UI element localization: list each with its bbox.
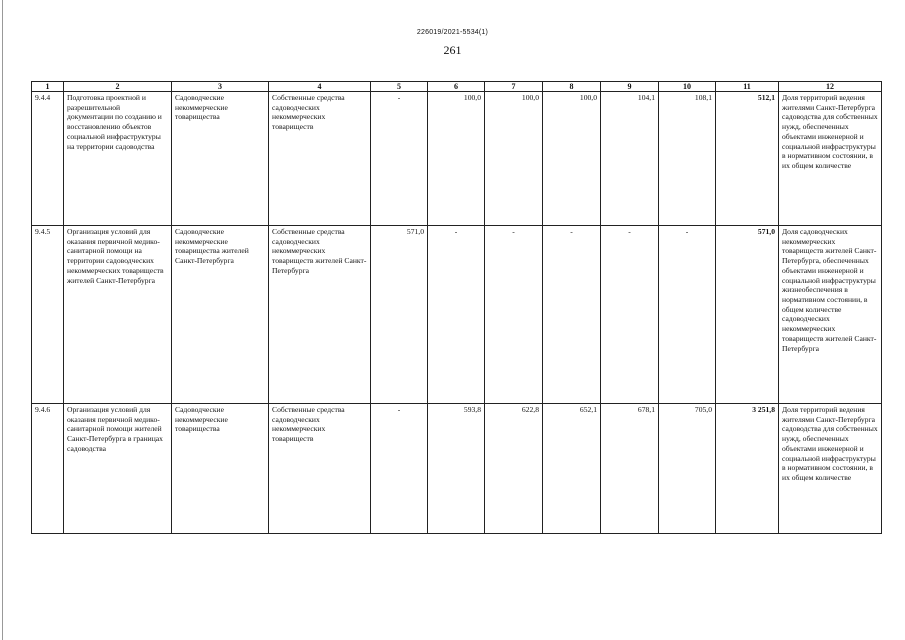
activity-name: Организация условий для оказания первичной медико-санитарной помощи жителей Санкт-Петербурга в границах садоводства (64, 404, 172, 534)
item-number: 9.4.5 (32, 226, 64, 404)
column-header: 11 (716, 82, 779, 92)
funding-source: Собственные средства садоводческих некоммерческих товариществ (269, 404, 371, 534)
activity-name: Подготовка проектной и разрешительной документации по созданию и восстановлению объектов социальной инфраструктуры на территории садоводства (64, 92, 172, 226)
value-col10: 705,0 (659, 404, 716, 534)
value-col8: 100,0 (543, 92, 601, 226)
value-col8: 652,1 (543, 404, 601, 534)
indicator: Доля территорий ведения жителями Санкт-Петербурга садоводства для собственных нужд, обеспеченных объектами инженерной и социальной инфраструктуры в нормативном состоянии, в их общем количестве (779, 92, 882, 226)
column-header: 2 (64, 82, 172, 92)
scan-edge-line (2, 0, 3, 640)
document-code: 226019/2021-5534(1) (416, 29, 489, 36)
indicator: Доля садоводческих некоммерческих товариществ жителей Санкт-Петербурга, обеспеченных объектами инженерной и социальной инфраструктуры жизнеобеспечения в нормативном состоянии, в общем количестве садоводческих некоммерческих товариществ жителей Санкт-Петербурга (779, 226, 882, 404)
value-col6: - (428, 226, 485, 404)
program-table (31, 81, 882, 534)
value-col9: - (601, 226, 659, 404)
column-header: 5 (371, 82, 428, 92)
page-number: 261 (443, 43, 462, 57)
column-header: 4 (269, 82, 371, 92)
column-header: 8 (543, 82, 601, 92)
value-col5: 571,0 (371, 226, 428, 404)
table-row (32, 404, 882, 534)
value-col6: 593,8 (428, 404, 485, 534)
item-number: 9.4.4 (32, 92, 64, 226)
funding-source: Собственные средства садоводческих некоммерческих товариществ (269, 92, 371, 226)
value-total: 571,0 (716, 226, 779, 404)
value-col10: - (659, 226, 716, 404)
value-col5: - (371, 92, 428, 226)
value-col9: 678,1 (601, 404, 659, 534)
table-header-row (32, 82, 882, 92)
table-row (32, 226, 882, 404)
column-header: 10 (659, 82, 716, 92)
value-col9: 104,1 (601, 92, 659, 226)
value-col10: 108,1 (659, 92, 716, 226)
column-header: 7 (485, 82, 543, 92)
item-number: 9.4.6 (32, 404, 64, 534)
value-col8: - (543, 226, 601, 404)
value-total: 512,1 (716, 92, 779, 226)
value-col7: - (485, 226, 543, 404)
column-header: 12 (779, 82, 882, 92)
funding-source: Собственные средства садоводческих некоммерческих товариществ жителей Санкт-Петербурга (269, 226, 371, 404)
table-row (32, 92, 882, 226)
executor: Садоводческие некоммерческие товарищества (172, 92, 269, 226)
value-col5: - (371, 404, 428, 534)
value-col7: 622,8 (485, 404, 543, 534)
column-header: 6 (428, 82, 485, 92)
value-col7: 100,0 (485, 92, 543, 226)
value-total: 3 251,8 (716, 404, 779, 534)
executor: Садоводческие некоммерческие товарищества жителей Санкт-Петербурга (172, 226, 269, 404)
indicator: Доля территорий ведения жителями Санкт-Петербурга садоводства для собственных нужд, обеспеченных объектами инженерной и социальной инфраструктуры в нормативном состоянии, в их общем количестве (779, 404, 882, 534)
column-header: 3 (172, 82, 269, 92)
executor: Садоводческие некоммерческие товарищества (172, 404, 269, 534)
value-col6: 100,0 (428, 92, 485, 226)
column-header: 1 (32, 82, 64, 92)
column-header: 9 (601, 82, 659, 92)
activity-name: Организация условий для оказания первичной медико-санитарной помощи на территории садоводческих некоммерческих товариществ жителей Санкт-Петербурга (64, 226, 172, 404)
